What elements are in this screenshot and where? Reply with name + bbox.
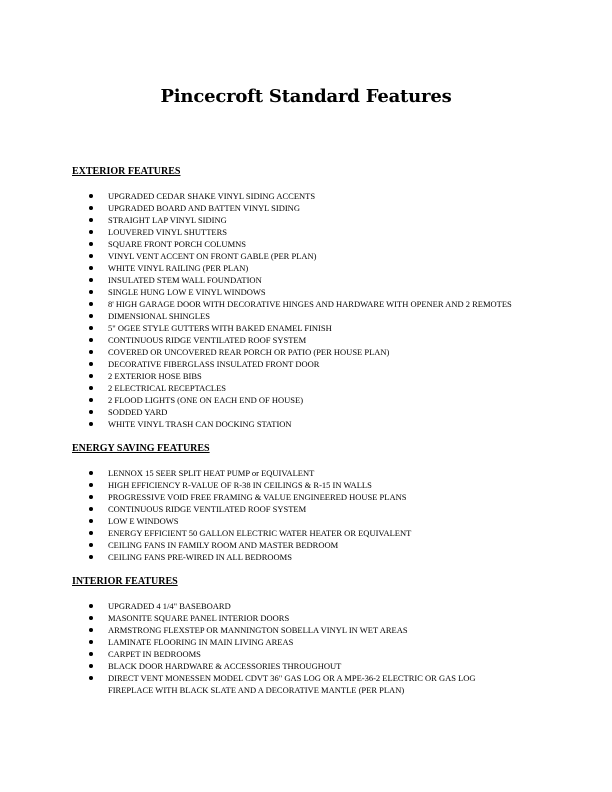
list-item-text: DIMENSIONAL SHINGLES xyxy=(108,311,210,321)
bullet-icon xyxy=(89,314,93,318)
list-item xyxy=(72,467,542,479)
list-item-text: UPGRADED 4 1/4" BASEBOARD xyxy=(108,601,231,611)
list-item-text: 2 EXTERIOR HOSE BIBS xyxy=(108,371,202,381)
bullet-icon xyxy=(89,483,93,487)
list-item-text: 2 ELECTRICAL RECEPTACLES xyxy=(108,383,227,393)
bullet-icon xyxy=(89,531,93,535)
list-item xyxy=(72,202,542,214)
list-item-text: ENERGY EFFICIENT 50 GALLON ELECTRIC WATER HEATER OR EQUIVALENT xyxy=(108,528,412,538)
bullet-icon xyxy=(89,471,93,475)
bullet-icon xyxy=(89,422,93,426)
list-item xyxy=(72,370,542,382)
list-item-text: HIGH EFFICIENCY R-VALUE OF R-38 IN CEILINGS & R-15 IN WALLS xyxy=(108,480,372,490)
list-item-text: WHITE VINYL RAILING (PER PLAN) xyxy=(108,263,249,273)
energy-saving-features-list xyxy=(72,467,542,563)
list-item xyxy=(72,382,542,394)
exterior-features-list xyxy=(72,190,542,430)
bullet-icon xyxy=(89,398,93,402)
bullet-icon xyxy=(89,640,93,644)
interior-features-list xyxy=(72,600,542,696)
list-item-text: UPGRADED CEDAR SHAKE VINYL SIDING ACCENTS xyxy=(108,191,316,201)
list-item-text: BLACK DOOR HARDWARE & ACCESSORIES THROUGHOUT xyxy=(108,661,342,671)
list-item xyxy=(72,286,542,298)
list-item-text: CONTINUOUS RIDGE VENTILATED ROOF SYSTEM xyxy=(108,504,307,514)
bullet-icon xyxy=(89,194,93,198)
bullet-icon xyxy=(89,652,93,656)
list-item-text: CEILING FANS IN FAMILY ROOM AND MASTER BEDROOM xyxy=(108,540,339,550)
list-item-text: SINGLE HUNG LOW E VINYL WINDOWS xyxy=(108,287,266,297)
bullet-icon xyxy=(89,628,93,632)
list-item xyxy=(72,298,542,310)
list-item xyxy=(72,262,542,274)
list-item xyxy=(72,274,542,286)
bullet-icon xyxy=(89,386,93,390)
list-item xyxy=(72,551,542,563)
list-item xyxy=(72,660,542,672)
bullet-icon xyxy=(89,326,93,330)
list-item-text: LENNOX 15 SEER SPLIT HEAT PUMP or EQUIVALENT xyxy=(108,468,315,478)
list-item xyxy=(72,648,542,660)
list-item-text: PROGRESSIVE VOID FREE FRAMING & VALUE ENGINEERED HOUSE PLANS xyxy=(108,492,407,502)
list-item-text: VINYL VENT ACCENT ON FRONT GABLE (PER PLAN) xyxy=(108,251,317,261)
list-item-text: WHITE VINYL TRASH CAN DOCKING STATION xyxy=(108,419,292,429)
bullet-icon xyxy=(89,676,93,680)
list-item-text: INSULATED STEM WALL FOUNDATION xyxy=(108,275,262,285)
bullet-icon xyxy=(89,507,93,511)
list-item-text: DECORATIVE FIBERGLASS INSULATED FRONT DOOR xyxy=(108,359,320,369)
bullet-icon xyxy=(89,266,93,270)
list-item-text: UPGRADED BOARD AND BATTEN VINYL SIDING xyxy=(108,203,300,213)
list-item xyxy=(72,250,542,262)
list-item xyxy=(72,527,542,539)
list-item xyxy=(72,334,542,346)
section-heading-interior-features: INTERIOR FEATURES xyxy=(72,576,178,587)
list-item-text: SQUARE FRONT PORCH COLUMNS xyxy=(108,239,246,249)
list-item xyxy=(72,600,542,612)
list-item xyxy=(72,322,542,334)
list-item xyxy=(72,310,542,322)
bullet-icon xyxy=(89,555,93,559)
list-item-text: CONTINUOUS RIDGE VENTILATED ROOF SYSTEM xyxy=(108,335,307,345)
list-item xyxy=(72,406,542,418)
list-item-text: CARPET IN BEDROOMS xyxy=(108,649,201,659)
list-item xyxy=(72,190,542,202)
list-item-text: LAMINATE FLOORING IN MAIN LIVING AREAS xyxy=(108,637,294,647)
bullet-icon xyxy=(89,604,93,608)
list-item xyxy=(72,394,542,406)
section-heading-exterior-features: EXTERIOR FEATURES xyxy=(72,166,181,177)
list-item-text: 5" OGEE STYLE GUTTERS WITH BAKED ENAMEL FINISH xyxy=(108,323,332,333)
list-item-text: LOW E WINDOWS xyxy=(108,516,179,526)
list-item xyxy=(72,226,542,238)
list-item xyxy=(72,491,542,503)
bullet-icon xyxy=(89,242,93,246)
bullet-icon xyxy=(89,206,93,210)
bullet-icon xyxy=(89,290,93,294)
list-item-text: 2 FLOOD LIGHTS (ONE ON EACH END OF HOUSE) xyxy=(108,395,304,405)
bullet-icon xyxy=(89,543,93,547)
list-item xyxy=(72,612,542,624)
list-item xyxy=(72,539,542,551)
list-item xyxy=(72,515,542,527)
list-item-text: ARMSTRONG FLEXSTEP OR MANNINGTON SOBELLA VINYL IN WET AREAS xyxy=(108,625,408,635)
bullet-icon xyxy=(89,302,93,306)
list-item-text: MASONITE SQUARE PANEL INTERIOR DOORS xyxy=(108,613,290,623)
bullet-icon xyxy=(89,362,93,366)
list-item xyxy=(72,624,542,636)
bullet-icon xyxy=(89,218,93,222)
list-item-text: SODDED YARD xyxy=(108,407,168,417)
list-item xyxy=(72,418,542,430)
list-item xyxy=(72,636,542,648)
list-item xyxy=(72,346,542,358)
bullet-icon xyxy=(89,519,93,523)
page-title: Pincecroft Standard Features xyxy=(160,86,452,107)
bullet-icon xyxy=(89,664,93,668)
bullet-icon xyxy=(89,350,93,354)
list-item-text: STRAIGHT LAP VINYL SIDING xyxy=(108,215,227,225)
list-item xyxy=(72,503,542,515)
section-heading-energy-saving-features: ENERGY SAVING FEATURES xyxy=(72,443,210,454)
bullet-icon xyxy=(89,278,93,282)
bullet-icon xyxy=(89,338,93,342)
list-item-text: CEILING FANS PRE-WIRED IN ALL BEDROOMS xyxy=(108,552,292,562)
list-item xyxy=(72,358,542,370)
list-item xyxy=(72,479,542,491)
bullet-icon xyxy=(89,410,93,414)
bullet-icon xyxy=(89,495,93,499)
bullet-icon xyxy=(89,230,93,234)
list-item-text: COVERED OR UNCOVERED REAR PORCH OR PATIO (PER HOUSE PLAN) xyxy=(108,347,390,357)
list-item-text: DIRECT VENT MONESSEN MODEL CDVT 36" GAS LOG OR A MPE-36-2 ELECTRIC OR GAS LOG FIREPLACE WITH BLACK SLATE AND A DECORATIVE MANTLE (PER PLAN) xyxy=(108,673,476,695)
list-item xyxy=(72,214,542,226)
list-item xyxy=(72,238,542,250)
bullet-icon xyxy=(89,374,93,378)
list-item-text: LOUVERED VINYL SHUTTERS xyxy=(108,227,227,237)
bullet-icon xyxy=(89,254,93,258)
bullet-icon xyxy=(89,616,93,620)
list-item-text: 8' HIGH GARAGE DOOR WITH DECORATIVE HINGES AND HARDWARE WITH OPENER AND 2 REMOTES xyxy=(108,299,512,309)
list-item xyxy=(72,672,508,696)
